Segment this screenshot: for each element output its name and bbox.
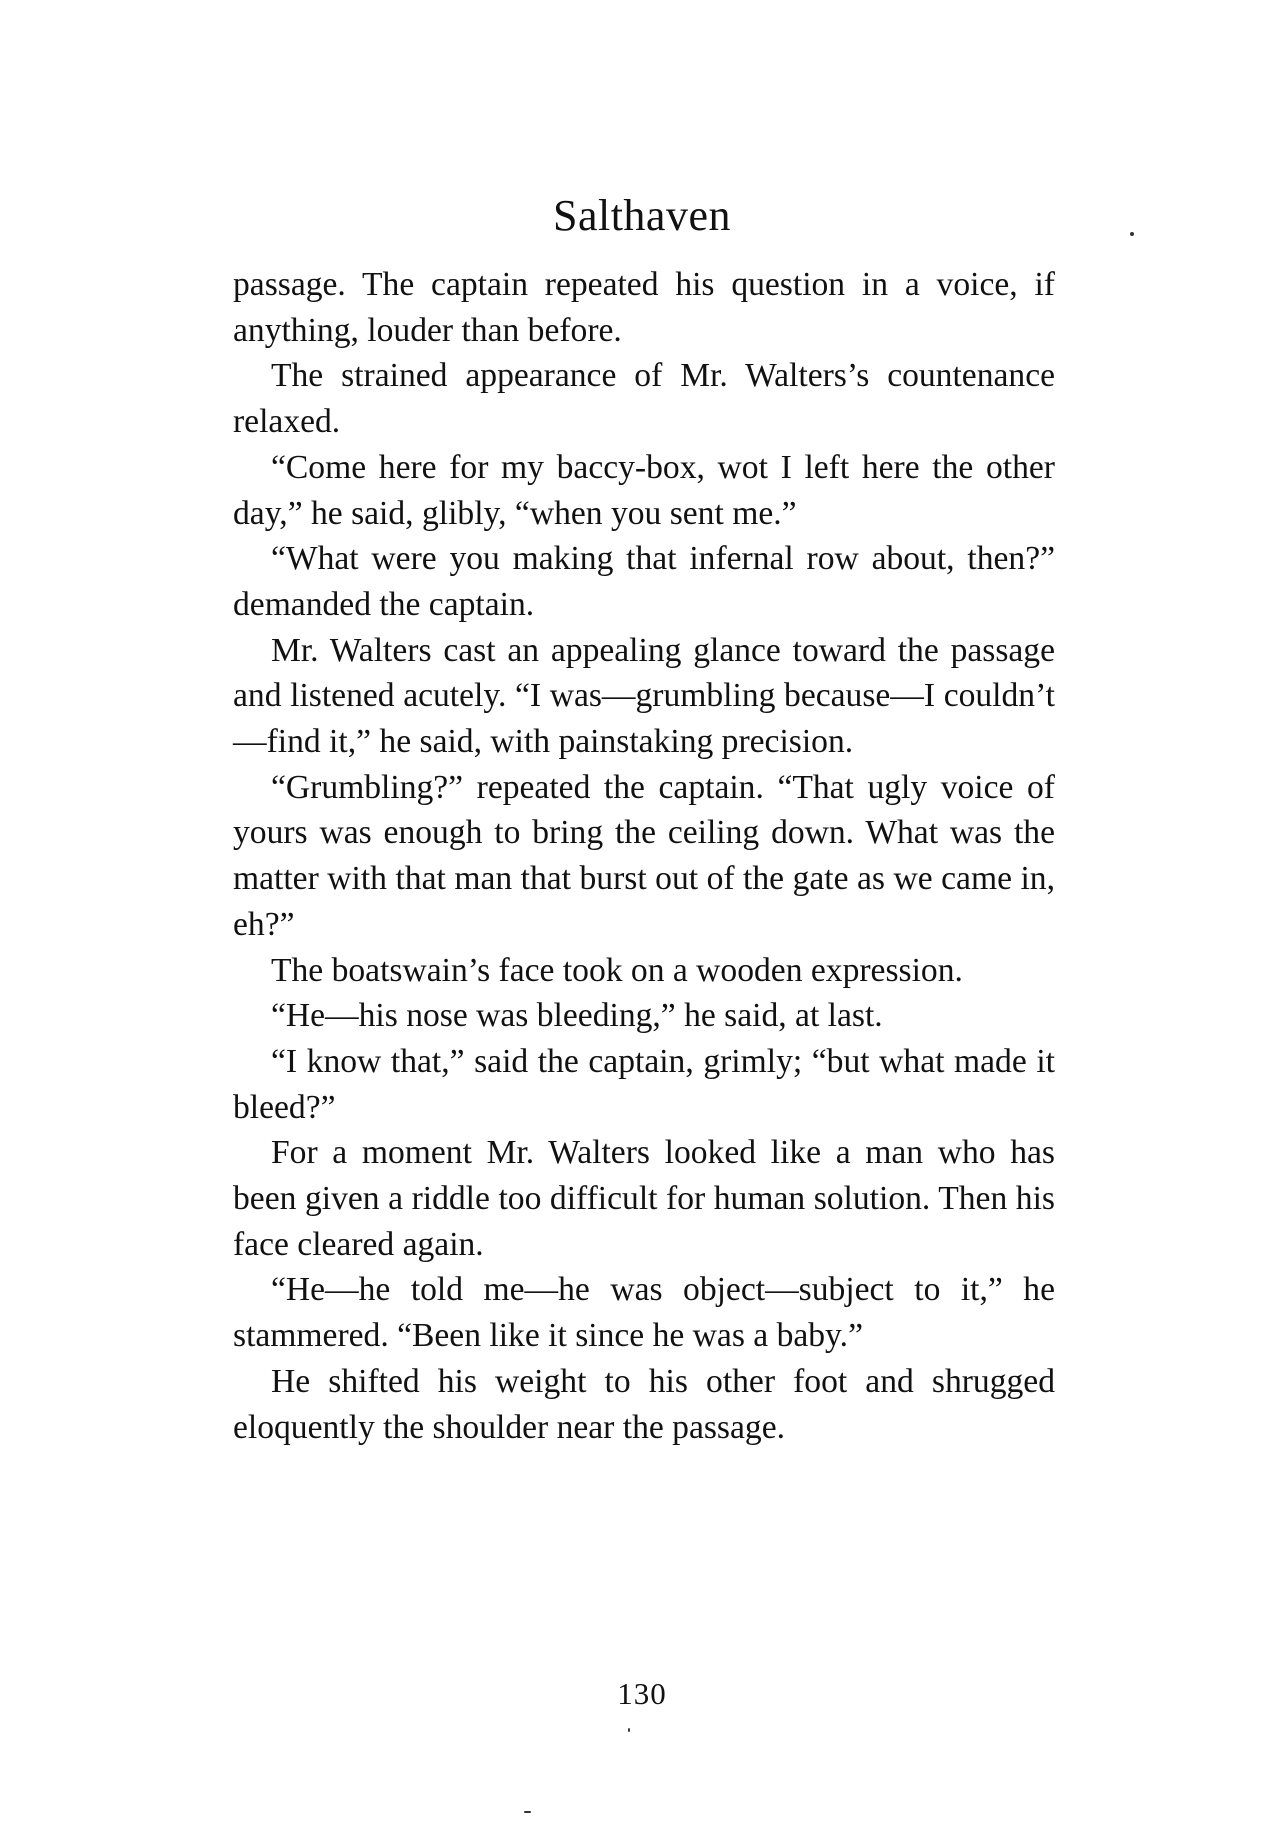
paragraph-8: “He—his nose was bleeding,” he said, at last.: [271, 997, 883, 1035]
paragraph-3: “Come here for my baccy-box, wot I left here the other day,” he said, glibly, “when you sent me.”: [233, 448, 1055, 532]
page-number: 130: [617, 1676, 667, 1711]
scan-speck: [524, 1811, 531, 1813]
scan-speck: [1130, 232, 1134, 236]
running-head-title: Salthaven: [552, 191, 731, 240]
paragraph-10: For a moment Mr. Walters looked like a man who has been given a riddle too difficult for human solution. Then his face cleared again.: [233, 1134, 1055, 1263]
paragraph-6: “Grumbling?” repeated the captain. “That ugly voice of yours was enough to bring the ceiling down. What was the matter with that man that burst out of the gate as we came in, eh?”: [233, 768, 1055, 943]
paragraph-1: passage. The captain repeated his question in a voice, if anything, louder than before.: [233, 266, 1055, 349]
body-text: [233, 262, 1055, 1450]
scan-speck: [628, 1728, 630, 1732]
paragraph-5: Mr. Walters cast an appealing glance toward the passage and listened acutely. “I was—grumbling because—I couldn’t—find it,” he said, with painstaking precision.: [233, 631, 1055, 761]
paragraph-2: The strained appearance of Mr. Walters’s countenance relaxed.: [233, 357, 1055, 441]
paragraph-4: “What were you making that infernal row about, then?” demanded the captain.: [233, 540, 1055, 623]
paragraph-9: “I know that,” said the captain, grimly; “but what made it bleed?”: [233, 1042, 1055, 1126]
paragraph-11: “He—he told me—he was object—subject to it,” he stammered. “Been like it since he was a baby.”: [233, 1271, 1055, 1355]
paragraph-7: The boatswain’s face took on a wooden expression.: [271, 951, 963, 989]
paragraph-12: He shifted his weight to his other foot and shrugged eloquently the shoulder near the passage.: [233, 1362, 1055, 1446]
